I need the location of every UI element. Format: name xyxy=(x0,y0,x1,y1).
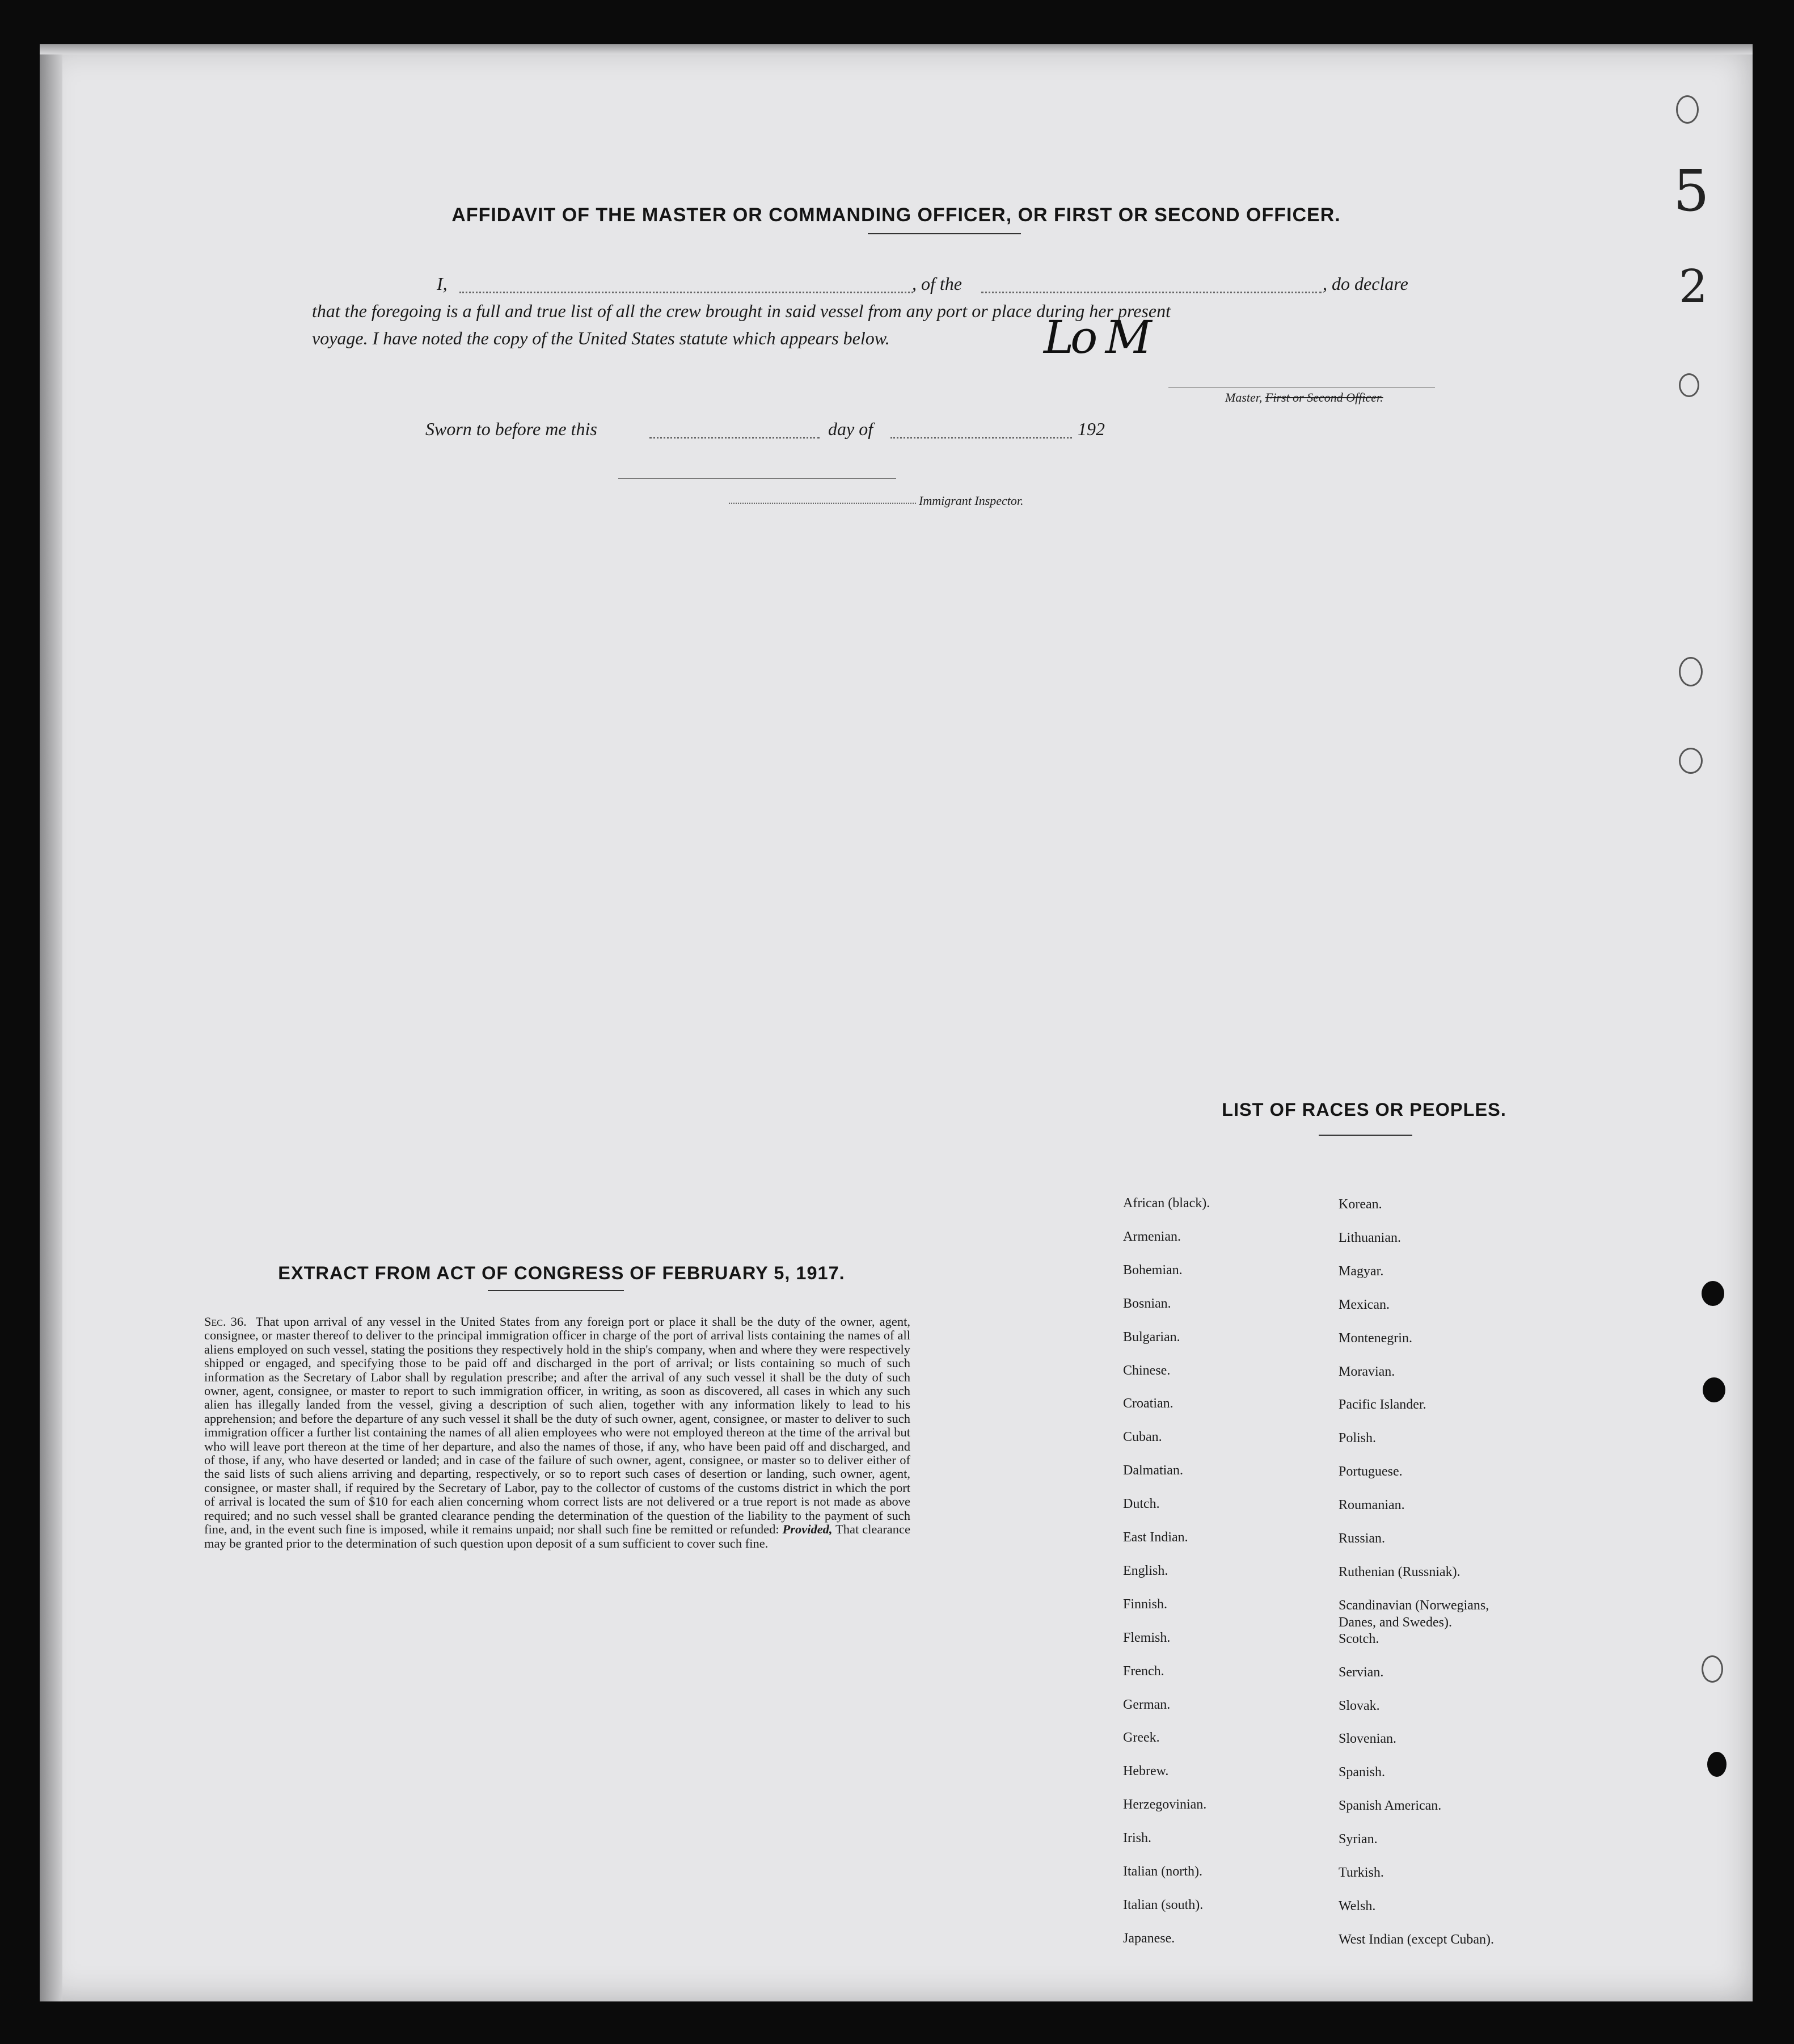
race-right-item: Welsh. xyxy=(1339,1898,1376,1914)
race-right-item: Spanish. xyxy=(1339,1765,1386,1780)
punch-hole xyxy=(1702,1655,1723,1683)
sworn-day-of: day of xyxy=(828,419,873,439)
punch-hole xyxy=(1679,657,1703,686)
race-right-item: Roumanian. xyxy=(1339,1498,1405,1513)
signature-rule xyxy=(1168,387,1435,388)
race-right-item: Russian. xyxy=(1339,1531,1386,1546)
punch-hole xyxy=(1702,1281,1724,1306)
race-left-item: French. xyxy=(1123,1663,1164,1679)
race-left-item: Italian (south). xyxy=(1123,1897,1204,1912)
race-left-item: Bohemian. xyxy=(1123,1262,1183,1278)
affidavit-title: AFFIDAVIT OF THE MASTER OR COMMANDING OFFICER, OR FIRST OR SECOND OFFICER. xyxy=(451,204,1341,226)
race-right-item: Portuguese. xyxy=(1339,1464,1403,1480)
race-left-item: Irish. xyxy=(1123,1831,1151,1846)
race-right-item: Polish. xyxy=(1339,1431,1377,1446)
affidavit-line-2: that the foregoing is a full and true list of all the crew brought in said vessel from any port or place during her present xyxy=(312,301,1171,321)
affidavit-i: I, xyxy=(437,273,448,294)
page-top-edge xyxy=(40,44,1753,54)
race-left-item: Armenian. xyxy=(1123,1229,1181,1244)
race-right-item: Turkish. xyxy=(1339,1865,1384,1880)
extract-provided: Provided, xyxy=(782,1522,833,1537)
race-left-item: Dalmatian. xyxy=(1123,1463,1183,1478)
officer-label xyxy=(1225,390,1383,405)
margin-mark-1: 5 xyxy=(1673,158,1709,224)
extract-title: EXTRACT FROM ACT OF CONGRESS OF FEBRUARY 5, 1917. xyxy=(278,1263,845,1283)
sworn-prefix: Sworn to before me this xyxy=(425,419,597,439)
race-left-item: Herzegovinian. xyxy=(1123,1797,1207,1813)
inspector-blank xyxy=(729,503,916,504)
inspector-label: Immigrant Inspector. xyxy=(919,494,1024,508)
race-left-item: German. xyxy=(1123,1697,1171,1712)
affidavit-line-3: voyage. I have noted the copy of the United States statute which appears below. xyxy=(312,328,890,348)
race-right-item: Slovak. xyxy=(1339,1698,1380,1713)
vessel-blank xyxy=(981,292,1322,293)
extract-body-b: That clearance may be granted prior to the determination of such question upon deposit of a sum sufficient to cover such fine. xyxy=(204,1522,911,1550)
race-right-item: Spanish American. xyxy=(1339,1798,1442,1814)
document-page xyxy=(40,44,1753,2001)
race-right-item: Syrian. xyxy=(1339,1832,1378,1847)
punch-hole xyxy=(1703,1377,1725,1402)
punch-hole xyxy=(1679,748,1703,774)
race-left-item: Dutch. xyxy=(1123,1497,1160,1512)
race-left-item: Japanese. xyxy=(1123,1931,1175,1946)
affidavit-do-declare: , do declare xyxy=(1323,273,1408,294)
race-left-item: East Indian. xyxy=(1123,1530,1188,1545)
name-blank xyxy=(459,292,913,293)
punch-hole xyxy=(1679,373,1699,397)
race-right-item: Slovenian. xyxy=(1339,1731,1396,1747)
race-right-item: Scotch. xyxy=(1339,1631,1379,1646)
race-left-item: Italian (north). xyxy=(1123,1864,1202,1879)
race-left-item: Finnish. xyxy=(1123,1596,1168,1612)
officer-label-master: Master, xyxy=(1225,390,1263,404)
race-left-item: Cuban. xyxy=(1123,1430,1162,1445)
officer-signature: Lo M xyxy=(1044,311,1149,364)
race-right-item: Pacific Islander. xyxy=(1339,1397,1426,1413)
race-right-item: Servian. xyxy=(1339,1664,1384,1680)
extract-title-rule xyxy=(488,1290,624,1291)
race-right-item: Scandinavian (Norwegians, Danes, and Swedes). xyxy=(1339,1598,1489,1630)
sworn-month-blank xyxy=(890,437,1072,439)
extract-body xyxy=(204,1315,910,1550)
race-left-item: Croatian. xyxy=(1123,1396,1174,1411)
races-title-rule xyxy=(1319,1135,1412,1136)
race-right-item: Montenegrin. xyxy=(1339,1330,1412,1346)
sworn-day-blank xyxy=(649,437,820,439)
race-left-item: Greek. xyxy=(1123,1730,1160,1746)
affidavit-of-the: , of the xyxy=(912,273,962,294)
punch-hole xyxy=(1707,1752,1727,1777)
race-left-item: Bosnian. xyxy=(1123,1296,1171,1311)
race-right-item: Magyar. xyxy=(1339,1263,1384,1279)
race-left-item: English. xyxy=(1123,1563,1168,1578)
punch-hole xyxy=(1676,95,1699,124)
race-right-item: Ruthenian (Russniak). xyxy=(1339,1564,1460,1579)
inspector-signature-rule xyxy=(618,478,896,479)
race-right-item: Lithuanian. xyxy=(1339,1230,1401,1245)
race-left-item: African (black). xyxy=(1123,1196,1210,1211)
bleed-through-text xyxy=(210,146,217,177)
race-left-item: Hebrew. xyxy=(1123,1764,1169,1779)
race-right-item: Moravian. xyxy=(1339,1364,1395,1379)
sworn-year: 192 xyxy=(1078,419,1105,439)
race-right-item: Mexican. xyxy=(1339,1297,1390,1312)
race-right-item: West Indian (except Cuban). xyxy=(1339,1932,1494,1947)
margin-mark-2: 2 xyxy=(1679,260,1708,313)
race-left-item: Flemish. xyxy=(1123,1630,1171,1645)
races-title: LIST OF RACES OR PEOPLES. xyxy=(1222,1099,1506,1120)
page-left-edge xyxy=(40,44,62,2001)
extract-body-a: That upon arrival of any vessel in the United States from any foreign port or place it shall be the duty of the owner, agent, consignee, or master thereof to deliver to the principal immigration officer in charge of the port of arrival lists containing the names of all aliens employed on such vessel, stating the positions they respectively hold in the ship's company, when and where they were respectively shipped or engaged, and specifying those to be paid off and discharged in the port of arrival; or lists containing so much of such information as the Secretary of Labor shall by regulation prescribe; and after the arrival of any such vessel it shall be the duty of such owner, agent, consignee, or master to report to such immigration officer, in writing, as soon as discovered, all cases in which any such alien has illegally landed from the vessel, giving a description of such alien, together with any information likely to lead to his apprehension; and before the departure of any such vessel it shall be the duty of such owner, agent, consignee, or master to deliver to such immigration officer a further list containing the names of all alien employees who were not employed thereon at the time of the arrival but who will leave port thereon at the time of her departure, and also the names of those, if any, who have been paid off and discharged, and of those, if any, who have deserted or landed; and in case of the failure of such owner, agent, consignee, or master so to deliver either of the said lists of such aliens arriving and departing, respectively, or so to report such cases of desertion or landing, such owner, agent, consignee, or master shall, if required by the Secretary of Labor, pay to the collector of customs of the customs district in which the port of arrival is located the sum of $10 for each alien concerning whom correct lists are not delivered or a true report is not made as above required; and no such vessel shall be granted clearance pending the determination of the question of the liability to the payment of such fine, and, in the event such fine is imposed, while it remains unpaid; nor shall such fine be remitted or refunded: xyxy=(204,1314,910,1537)
affidavit-title-rule xyxy=(868,233,1021,234)
officer-label-struck: First or Second Officer. xyxy=(1265,390,1383,404)
extract-section-label: Sec. 36. xyxy=(204,1314,247,1329)
race-left-item: Chinese. xyxy=(1123,1363,1171,1378)
race-right-item: Korean. xyxy=(1339,1197,1382,1212)
race-left-item: Bulgarian. xyxy=(1123,1329,1180,1345)
